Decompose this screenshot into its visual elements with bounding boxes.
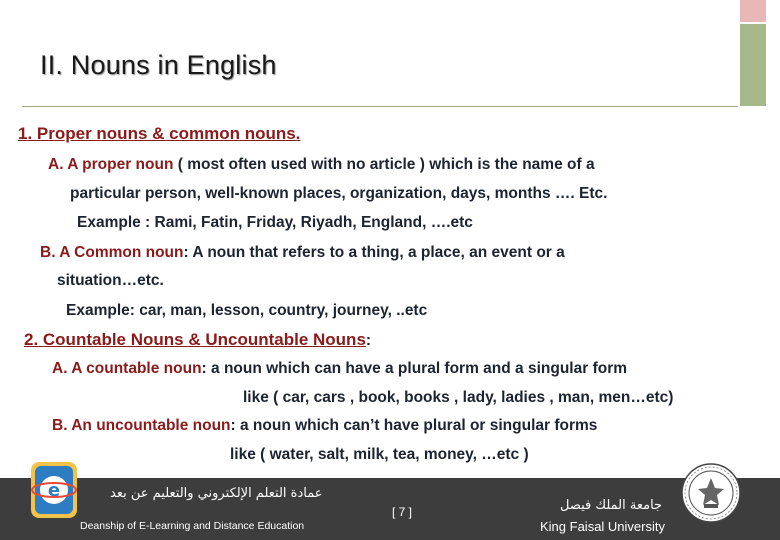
elearning-logo-icon: [25, 456, 83, 524]
common-noun-example: Example: car, man, lesson, country, journey, ..etc: [66, 302, 428, 319]
page-number: [ 7 ]: [392, 505, 413, 519]
university-arabic: جامعة الملك فيصل: [560, 498, 663, 513]
university-seal-icon: [680, 462, 742, 524]
uncountable-noun-examples: like ( water, salt, milk, tea, money, …etc ): [230, 446, 529, 463]
decorative-bar-green: [740, 24, 766, 106]
common-noun-def-cont: situation…etc.: [57, 272, 164, 289]
title-divider: [22, 106, 738, 107]
university-english: King Faisal University: [540, 519, 665, 534]
svg-text:e: e: [47, 480, 61, 501]
decorative-bar-pink: [740, 0, 766, 22]
uncountable-noun-def: B. An uncountable noun: a noun which can’t have plural or singular forms: [52, 417, 598, 434]
deanship-arabic: عمادة التعلم الإلكتروني والتعليم عن بعد: [110, 486, 323, 501]
deanship-english: Deanship of E-Learning and Distance Education: [80, 520, 305, 532]
proper-noun-def-cont: particular person, well-known places, organization, days, months …. Etc.: [70, 185, 608, 202]
proper-noun-example: Example : Rami, Fatin, Friday, Riyadh, England, ….etc: [77, 214, 473, 231]
section2-heading: 2. Countable Nouns & Uncountable Nouns:: [24, 330, 372, 349]
countable-noun-def: A. A countable noun: a noun which can have a plural form and a singular form: [52, 360, 628, 377]
countable-noun-examples: like ( car, cars , book, books , lady, ladies , man, men…etc): [243, 389, 674, 406]
common-noun-def: B. A Common noun: A noun that refers to a thing, a place, an event or a: [40, 244, 565, 261]
proper-noun-def: A. A proper noun ( most often used with no article ) which is the name of a: [48, 156, 595, 173]
slide-title: II. Nouns in English: [40, 50, 277, 80]
section1-heading: 1. Proper nouns & common nouns.: [18, 124, 301, 143]
